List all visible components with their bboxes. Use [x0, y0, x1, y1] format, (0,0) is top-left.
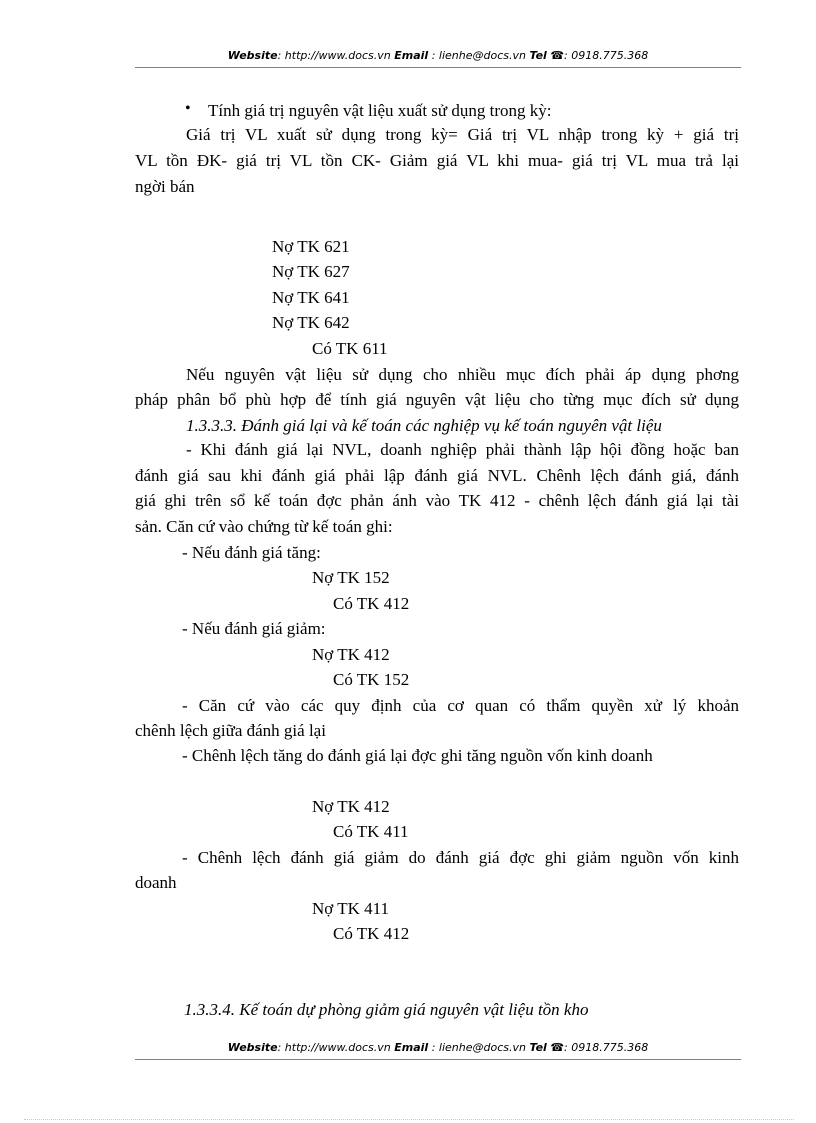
entry4-debit: Nợ TK 412 [312, 797, 390, 816]
para4: - Chênh lệch tăng do đánh giá lại đợc ghi tăng nguồn vốn kinh doanh [182, 746, 653, 765]
formula-line-2: VL tồn ĐK- giá trị VL tồn CK- Giảm giá VL khi mua- giá trị VL mua trả lại [135, 151, 739, 170]
page-footer [135, 1037, 741, 1060]
entry1-debit-627: Nợ TK 627 [272, 262, 350, 281]
formula-line-1: Giá trị VL xuất sử dụng trong kỳ= Giá trị VL nhập trong kỳ + giá trị [186, 125, 739, 144]
bullet-heading: Tính giá trị nguyên vật liệu xuất sử dụng trong kỳ: [208, 101, 552, 120]
entry2-debit: Nợ TK 152 [312, 568, 390, 587]
formula-line-3: ngời bán [135, 177, 195, 196]
para3-line-2: chênh lệch giữa đánh giá lại [135, 721, 326, 740]
para1-line-1: Nếu nguyên vật liệu sử dụng cho nhiều mục đích phải áp dụng phơng [186, 365, 739, 384]
entry5-credit: Có TK 412 [333, 924, 410, 943]
entry5-debit: Nợ TK 411 [312, 899, 389, 918]
para2-line-1: - Khi đánh giá lại NVL, doanh nghiệp phải thành lập hội đồng hoặc ban [186, 440, 739, 459]
footer-tel-value: : 0918.775.368 [564, 1041, 649, 1054]
para5-line-1: - Chênh lệch đánh giá giảm do đánh giá đợc ghi giảm nguồn vốn kinh [182, 848, 739, 867]
entry2-credit: Có TK 412 [333, 594, 410, 613]
page-bottom-divider [24, 1119, 794, 1120]
footer-email-value: : lienhe@docs.vn [431, 1041, 526, 1054]
section-heading-1334: 1.3.3.4. Kế toán dự phòng giảm giá nguyên vật liệu tồn kho [184, 1000, 589, 1019]
phone-icon: ☎ [550, 49, 565, 62]
para5-line-2: doanh [135, 873, 177, 892]
bullet-icon: • [185, 100, 191, 117]
entry3-credit: Có TK 152 [333, 670, 410, 689]
increase-label: - Nếu đánh giá tăng: [182, 543, 321, 562]
para1-line-2: pháp phân bổ phù hợp để tính giá nguyên vật liệu cho từng mục đích sử dụng [135, 390, 739, 409]
para2-line-2: đánh giá sau khi đánh giá phải lập đánh giá NVL. Chênh lệch đánh giá, đánh [135, 466, 739, 485]
header-website-url: : http://www.docs.vn [277, 49, 391, 62]
header-tel-label: Tel [529, 49, 547, 62]
footer-email-label: Email [394, 1041, 429, 1054]
para3-line-1: - Căn cứ vào các quy định của cơ quan có thẩm quyền xử lý khoản [182, 696, 739, 715]
entry1-credit-611: Có TK 611 [312, 339, 388, 358]
entry4-credit: Có TK 411 [333, 822, 409, 841]
header-email-value: : lienhe@docs.vn [431, 49, 526, 62]
footer-tel-label: Tel [529, 1041, 547, 1054]
entry1-debit-642: Nợ TK 642 [272, 313, 350, 332]
para2-line-4: sản. Căn cứ vào chứng từ kế toán ghi: [135, 517, 393, 536]
header-tel-value: : 0918.775.368 [564, 49, 649, 62]
entry3-debit: Nợ TK 412 [312, 645, 390, 664]
section-heading-1333: 1.3.3.3. Đánh giá lại và kế toán các nghiệp vụ kế toán nguyên vật liệu [186, 416, 662, 435]
header-email-label: Email [394, 49, 429, 62]
phone-icon: ☎ [550, 1041, 565, 1054]
decrease-label: - Nếu đánh giá giảm: [182, 619, 326, 638]
para2-line-3: giá ghi trên sổ kế toán đợc phản ánh vào TK 412 - chênh lệch đánh giá lại tài [135, 491, 739, 510]
entry1-debit-621: Nợ TK 621 [272, 237, 350, 256]
header-website-label: Website [227, 49, 278, 62]
page-header [135, 45, 741, 68]
footer-website-url: : http://www.docs.vn [277, 1041, 391, 1054]
entry1-debit-641: Nợ TK 641 [272, 288, 350, 307]
footer-website-label: Website [227, 1041, 278, 1054]
